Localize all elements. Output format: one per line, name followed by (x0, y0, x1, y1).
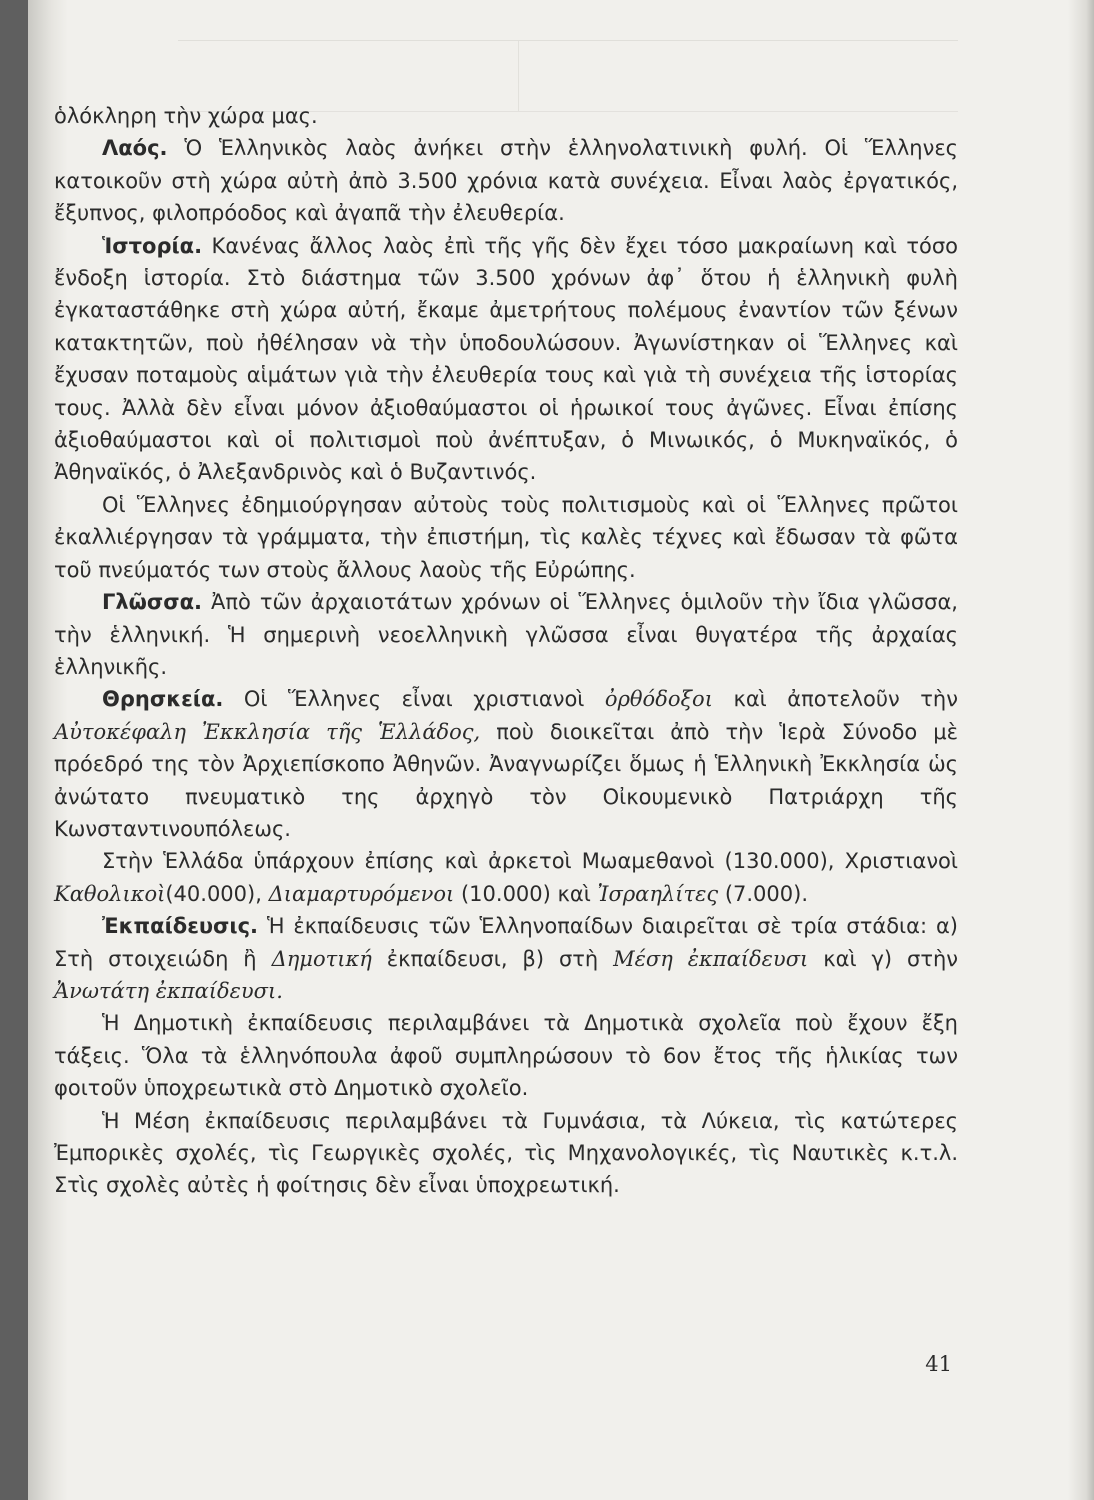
heading-ekpaideusis: Ἐκπαίδευσις. (102, 914, 259, 939)
page-edge-shadow (1068, 0, 1094, 1500)
heading-istoria: Ἱστορία. (102, 233, 203, 258)
paragraph-minorities: Στὴν Ἑλλάδα ὑπάρχουν ἐπίσης καὶ ἀρκετοὶ Μωαμεθανοὶ (130.000), Χριστιανοὶ Καθολικοὶ(40.000), Διαμαρτυρόμενοι (10.000) καὶ Ἰσραηλίτες (7.000). (54, 849, 958, 906)
paragraph-laos: Λαός. Ὁ Ἑλληνικὸς λαὸς ἀνήκει στὴν ἑλληνολατινικὴ φυλή. Οἱ Ἕλληνες κατοικοῦν στὴ χώρα αὐτὴ ἀπὸ 3.500 χρόνια κατὰ συνέχεια. Εἶναι λαὸς ἐργατικός, ἔξυπνος, φιλοπρόοδος καὶ ἀγαπᾶ τὴν ἐλευθερία. (54, 136, 958, 226)
paragraph-intro: ὁλόκληρη τὴν χώρα μας. (54, 104, 318, 128)
paragraph-istoria: Ἱστορία. Κανένας ἄλλος λαὸς ἐπὶ τῆς γῆς δὲν ἔχει τόσο μακραίωνη καὶ τόσο ἔνδοξη ἱστορία. Στὸ διάστημα τῶν 3.500 χρόνων ἀφ᾽ ὅτου ἡ ἑλληνικὴ φυλὴ ἐγκαταστάθηκε στὴ χώρα αὐτή, ἔκαμε ἀμετρήτους πολέμους ἐναντίον τῶν ξένων κατακτητῶν, ποὺ ἠθέλησαν νὰ τὴν ὑποδουλώσουν. Ἀγωνίστηκαν οἱ Ἕλληνες καὶ ἔχυσαν ποταμοὺς αἱμάτων γιὰ τὴν ἐλευθερία τους καὶ γιὰ τὴ συνέχεια τῆς ἱστορίας τους. Ἀλλὰ δὲν εἶναι μόνον ἀξιοθαύμαστοι οἱ ἡρωικοί τους ἀγῶνες. Εἶναι ἐπίσης ἀξιοθαύμαστοι καὶ οἱ πολιτισμοὶ ποὺ ἀνέπτυξαν, ὁ Μινωικός, ὁ Μυκηναϊκός, ὁ Ἀθηναϊκός, ὁ Ἀλεξανδρινὸς καὶ ὁ Βυζαντινός. (54, 233, 958, 485)
paragraph-thriskeia: Θρησκεία. Οἱ Ἕλληνες εἶναι χριστιανοὶ ὀρθόδοξοι καὶ ἀποτελοῦν τὴν Αὐτοκέφαλη Ἐκκλησία τῆς Ἑλλάδος, ποὺ διοικεῖται ἀπὸ τὴν Ἱερὰ Σύνοδο μὲ πρόεδρό της τὸν Ἀρχιεπίσκοπο Ἀθηνῶν. Ἀναγνωρίζει ὅμως ἡ Ἑλληνικὴ Ἐκκλησία ὡς ἀνώτατο πνευματικὸ της ἀρχηγὸ τὸν Οἰκουμενικὸ Πατριάρχη τῆς Κωνσταντινουπόλεως. (54, 687, 958, 841)
heading-glossa: Γλῶσσα. (102, 590, 203, 615)
paragraph-ekpaideusis: Ἐκπαίδευσις. Ἡ ἐκπαίδευσις τῶν Ἑλληνοπαίδων διαιρεῖται σὲ τρία στάδια: α) Στὴ στοιχειώδη ἢ Δημοτική ἐκπαίδευσι, β) στὴ Μέση ἐκπαίδευσι καὶ γ) στὴν Ἀνωτάτη ἐκπαίδευσι. (54, 914, 959, 1003)
heading-laos: Λαός. (102, 136, 168, 161)
page-body (54, 100, 958, 1202)
paragraph-mesi: Ἡ Μέση ἐκπαίδευσις περιλαμβάνει τὰ Γυμνάσια, τὰ Λύκεια, τὶς κατώτερες Ἐμπορικὲς σχολές, τὶς Γεωργικὲς σχολές, τὶς Μηχανολογικές, τὶς Ναυτικὲς κ.τ.λ. Στὶς σχολὲς αὐτὲς ἡ φοίτησις δὲν εἶναι ὑποχρεωτική. (54, 1108, 958, 1198)
paragraph-glossa: Γλῶσσα. Ἀπὸ τῶν ἀρχαιοτάτων χρόνων οἱ Ἕλληνες ὁμιλοῦν τὴν ἴδια γλῶσσα, τὴν ἑλληνική. Ἡ σημερινὴ νεοελληνικὴ γλῶσσα εἶναι θυγατέρα τῆς ἀρχαίας ἑλληνικῆς. (54, 590, 958, 679)
heading-thriskeia: Θρησκεία. (102, 687, 224, 712)
paragraph-dimotiki: Ἡ Δημοτικὴ ἐκπαίδευσις περιλαμβάνει τὰ Δημοτικὰ σχολεῖα ποὺ ἔχουν ἔξη τάξεις. Ὅλα τὰ ἑλληνόπουλα ἀφοῦ συμπληρώσουν τὸ 6ον ἔτος τῆς ἡλικίας των φοιτοῦν ὑποχρεωτικὰ στὸ Δημοτικὸ σχολεῖο. (54, 1011, 958, 1101)
page-number: 41 (925, 1352, 952, 1376)
paragraph-politismoi: Οἱ Ἕλληνες ἐδημιούργησαν αὐτοὺς τοὺς πολιτισμοὺς καὶ οἱ Ἕλληνες πρῶτοι ἐκαλλιέργησαν τὰ γράμματα, τὴν ἐπιστήμη, τὶς καλὲς τέχνες καὶ ἔδωσαν τὰ φῶτα τοῦ πνεύματός των στοὺς ἄλλους λαοὺς τῆς Εὐρώπης. (54, 492, 958, 582)
book-page (28, 0, 1094, 1500)
